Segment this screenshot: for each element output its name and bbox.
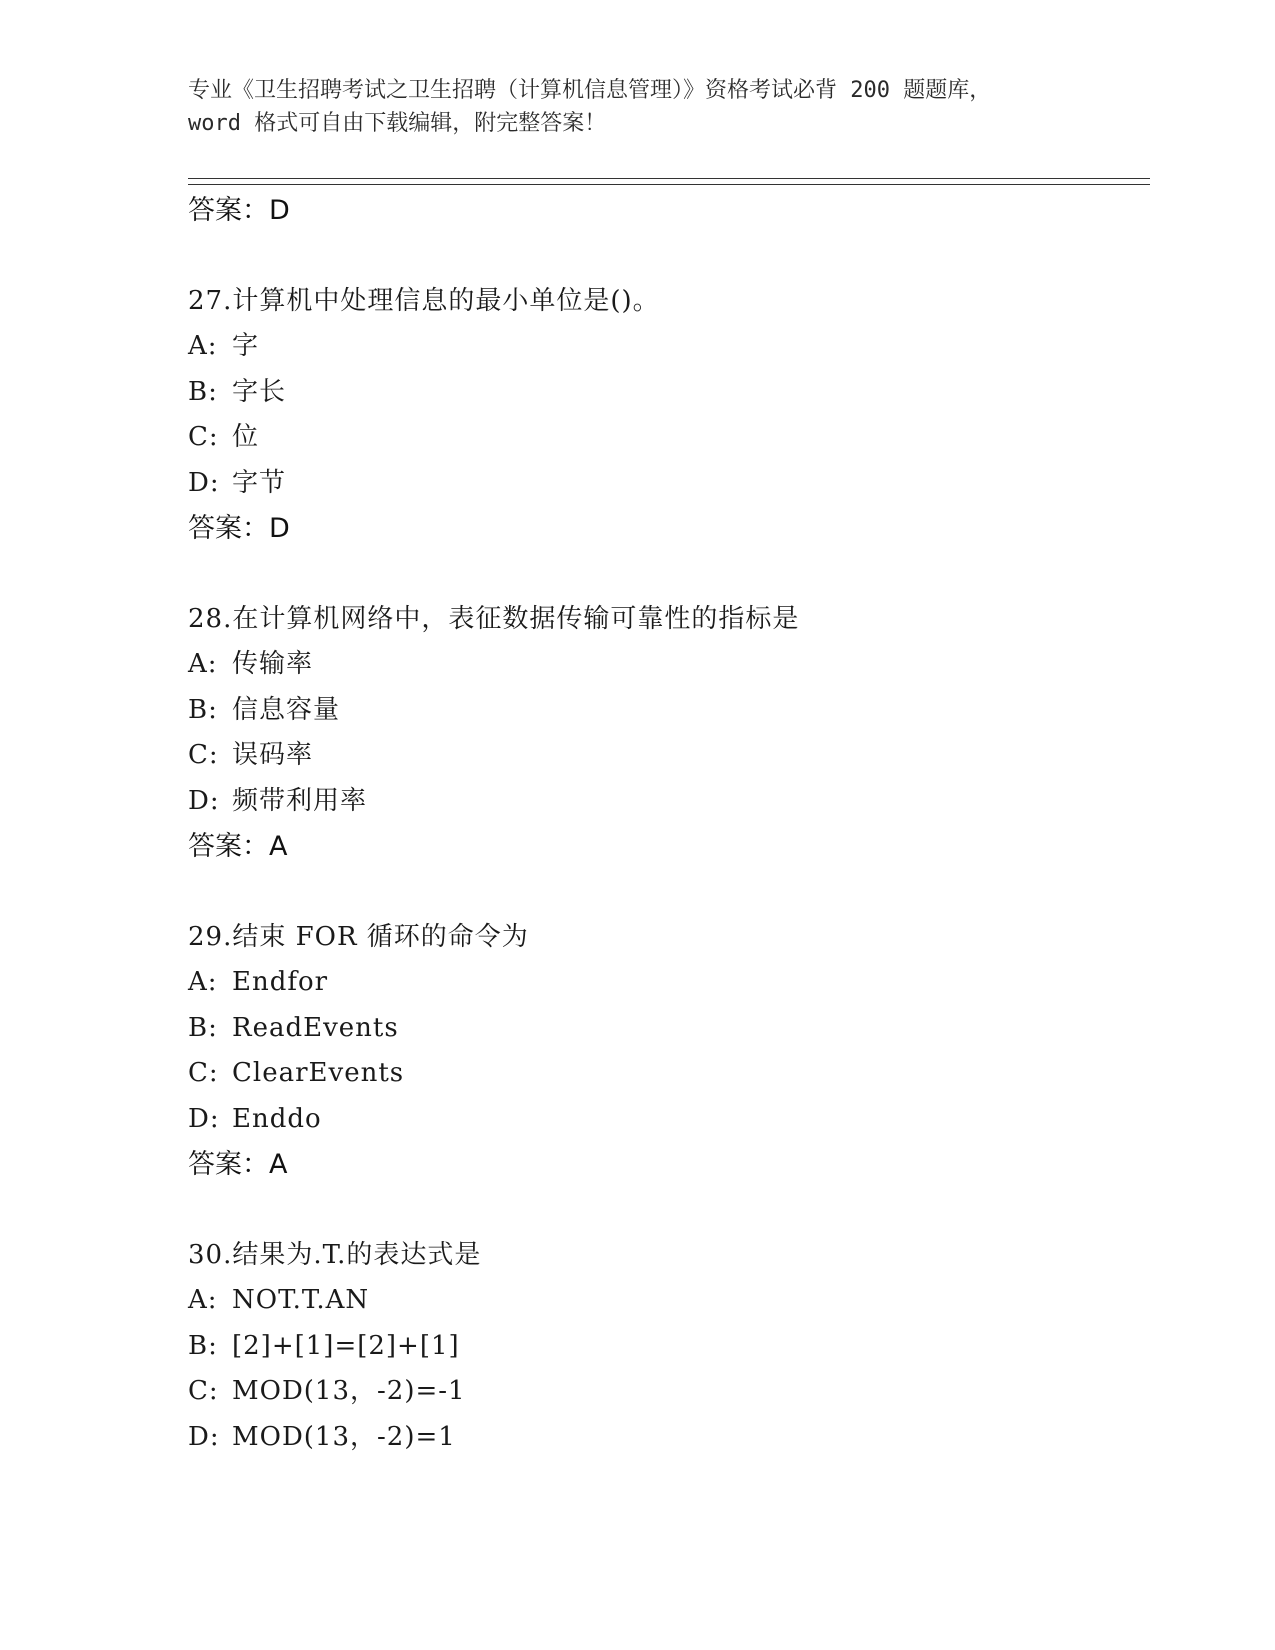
option-letter: A:	[188, 1285, 218, 1315]
option-item	[188, 415, 1148, 461]
option-letter: B:	[188, 376, 218, 407]
option-letter: B:	[188, 1012, 218, 1043]
option-item	[188, 1278, 1148, 1324]
answer-prev: 答案：D	[188, 195, 290, 226]
option-text: 字长	[232, 376, 287, 407]
option-item	[188, 370, 1148, 416]
option-item	[188, 1415, 1148, 1461]
option-text: 误码率	[232, 740, 314, 770]
header-divider-bottom	[188, 184, 1150, 185]
option-item	[188, 324, 1148, 370]
option-letter: D:	[188, 785, 220, 816]
option-letter: D:	[188, 467, 220, 498]
header-title-line1: 专业《卫生招聘考试之卫生招聘（计算机信息管理）》资格考试必背 200 题题库，	[188, 78, 992, 103]
header-title-line2: word 格式可自由下载编辑，附完整答案！	[188, 111, 607, 136]
option-letter: B:	[188, 694, 218, 725]
question-text: 27.计算机中处理信息的最小单位是()。	[188, 286, 660, 316]
option-text: 字节	[232, 467, 287, 498]
option-text: 位	[232, 422, 260, 452]
option-item	[188, 642, 1148, 688]
option-text: NOT.T.AN	[232, 1285, 370, 1315]
option-text: MOD(13，-2)=-1	[232, 1376, 466, 1406]
option-item	[188, 733, 1148, 779]
option-letter: D:	[188, 1103, 220, 1134]
option-text: MOD(13，-2)=1	[232, 1421, 456, 1452]
option-item	[188, 1097, 1148, 1143]
option-text: ReadEvents	[232, 1012, 399, 1043]
option-letter: C:	[188, 1058, 219, 1088]
answer-text: 答案：D	[188, 513, 290, 544]
option-letter: C:	[188, 1376, 219, 1406]
question-text: 29.结束 FOR 循环的命令为	[188, 922, 529, 952]
option-letter: A:	[188, 967, 218, 997]
option-item	[188, 1324, 1148, 1370]
option-text: Endfor	[232, 967, 329, 997]
question-text: 28.在计算机网络中，表征数据传输可靠性的指标是	[188, 604, 800, 634]
option-letter: A:	[188, 331, 218, 361]
questions-container	[188, 278, 1148, 1460]
option-item	[188, 461, 1148, 507]
option-letter: C:	[188, 740, 219, 770]
option-text: 传输率	[232, 649, 314, 679]
header-divider-top	[188, 178, 1150, 179]
option-item	[188, 688, 1148, 734]
option-text: 频带利用率	[232, 785, 368, 816]
option-text: 信息容量	[232, 694, 341, 725]
option-text: Enddo	[232, 1103, 322, 1134]
option-item	[188, 779, 1148, 825]
option-item	[188, 1006, 1148, 1052]
option-item	[188, 1369, 1148, 1415]
page-header	[188, 74, 1088, 140]
option-letter: C:	[188, 422, 219, 452]
question-list	[188, 188, 1148, 1460]
option-item	[188, 1051, 1148, 1097]
option-text: 字	[232, 331, 260, 361]
option-letter: D:	[188, 1421, 220, 1452]
option-text: ClearEvents	[232, 1058, 405, 1088]
option-letter: B:	[188, 1330, 218, 1361]
option-letter: A:	[188, 649, 218, 679]
question-text: 30.结果为.T.的表达式是	[188, 1240, 482, 1270]
option-text: [2]+[1]=[2]+[1]	[232, 1330, 460, 1361]
answer-text: 答案：A	[188, 1149, 288, 1180]
option-item	[188, 960, 1148, 1006]
answer-text: 答案：A	[188, 831, 288, 862]
